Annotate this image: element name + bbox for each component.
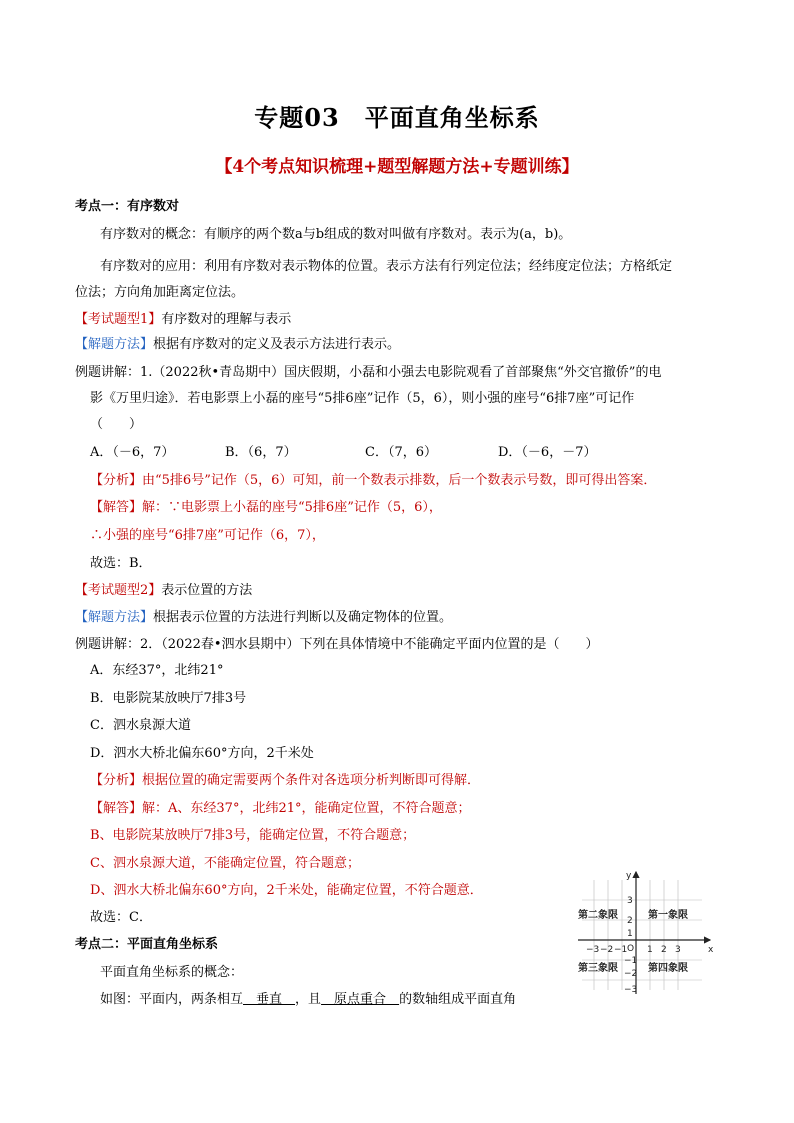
type2-analysis-text: 根据位置的确定需要两个条件对各选项分析判断即可得解． bbox=[142, 773, 481, 788]
type1-option-b: B．（6，7） bbox=[225, 445, 297, 460]
type1-question-line3: （ ） bbox=[90, 417, 143, 432]
type2-option-c: C．泗水泉源大道 bbox=[90, 718, 191, 733]
type2-method-row bbox=[75, 609, 452, 627]
type2-question-line1: 例题讲解：2．（2022春•泗水县期中）下列在具体情境中不能确定平面内位置的是（ ） bbox=[75, 637, 599, 652]
kp1-heading: 考点一：有序数对 bbox=[75, 199, 180, 214]
type2-option-d: D．泗水大桥北偏东60°方向，2千米处 bbox=[90, 746, 314, 761]
type1-answer-tag: 【解答】 bbox=[90, 500, 143, 515]
type1-row bbox=[75, 311, 291, 329]
type1-answer-line2: ∴小强的座号“6排7座”可记作（6，7）， bbox=[90, 528, 325, 543]
y-axis-label: y bbox=[626, 871, 632, 881]
type2-answer-line2: B、电影院某放映厅7排3号，能确定位置，不符合题意； bbox=[90, 828, 416, 843]
kp2-fig-pre: 如图：平面内，两条相互 bbox=[100, 992, 244, 1007]
kp1-application-line1: 有序数对的应用：利用有序数对表示物体的位置。表示方法有行列定位法；经纬度定位法；方格纸定 bbox=[100, 259, 673, 274]
type2-analysis-row bbox=[90, 772, 480, 790]
y-tick: 2 bbox=[627, 916, 633, 926]
kp2-heading: 考点二：平面直角坐标系 bbox=[75, 937, 219, 952]
type2-option-b: B．电影院某放映厅7排3号 bbox=[90, 691, 247, 706]
type2-answer-line3: C、泗水泉源大道，不能确定位置，符合题意； bbox=[90, 856, 360, 871]
quadrant-2-label: 第二象限 bbox=[578, 910, 618, 921]
kp1-application-line2: 位法；方向角加距离定位法。 bbox=[75, 285, 245, 300]
y-tick: −3 bbox=[624, 985, 638, 995]
type2-method-text: 根据表示位置的方法进行判断以及确定物体的位置。 bbox=[153, 610, 453, 625]
x-tick: 3 bbox=[675, 945, 681, 955]
type2-answer-tag: 【解答】 bbox=[90, 801, 143, 816]
type1-text: 有序数对的理解与表示 bbox=[161, 312, 292, 327]
kp2-concept: 平面直角坐标系的概念： bbox=[100, 965, 244, 980]
kp2-blank-perpendicular: 垂直 bbox=[243, 992, 296, 1007]
x-axis-label: x bbox=[708, 945, 714, 955]
page-subtitle: 【4个考点知识梳理+题型解题方法+专题训练】 bbox=[215, 157, 579, 177]
origin-label: O bbox=[627, 944, 635, 954]
type2-row bbox=[75, 582, 252, 600]
type1-option-c: C．（7，6） bbox=[365, 445, 437, 460]
quadrant-4-label: 第四象限 bbox=[648, 963, 688, 974]
kp1-concept: 有序数对的概念：有顺序的两个数a与b组成的数对叫做有序数对。表示为(a，b)。 bbox=[100, 227, 572, 242]
type1-answer-row bbox=[90, 499, 442, 517]
type2-choose: 故选：C． bbox=[90, 910, 152, 925]
y-tick: −1 bbox=[624, 956, 638, 966]
type2-answer-line1: 解：A、东经37°，北纬21°，能确定位置，不符合题意； bbox=[142, 801, 471, 816]
type1-analysis-text: 由“5排6号”记作（5，6）可知，前一个数表示排数，后一个数表示号数，即可得出答案． bbox=[142, 473, 657, 488]
type1-analysis-row bbox=[90, 472, 656, 490]
type2-option-a: A．东经37°，北纬21° bbox=[90, 663, 224, 678]
type1-answer-line1: 解：∵电影票上小磊的座号“5排6座”记作（5，6）， bbox=[142, 500, 442, 515]
type1-tag: 【考试题型1】 bbox=[75, 312, 162, 327]
type2-analysis-tag: 【分析】 bbox=[90, 773, 143, 788]
x-tick: −1 bbox=[614, 945, 628, 955]
type1-option-a: A．（－6，7） bbox=[90, 445, 175, 460]
type1-method-row bbox=[75, 336, 400, 354]
x-tick: 2 bbox=[661, 945, 667, 955]
type1-option-d: D．（－6，－7） bbox=[498, 445, 597, 460]
x-tick: −3 bbox=[586, 945, 600, 955]
x-tick: −2 bbox=[600, 945, 614, 955]
type2-answer-row bbox=[90, 800, 471, 818]
y-tick: 1 bbox=[627, 929, 633, 939]
y-tick: 3 bbox=[627, 896, 633, 906]
type2-answer-line4: D、泗水大桥北偏东60°方向，2千米处，能确定位置，不符合题意． bbox=[90, 883, 483, 898]
type1-method-tag: 【解题方法】 bbox=[75, 337, 154, 352]
type1-choose: 故选：B． bbox=[90, 556, 152, 571]
kp2-fig-mid: ，且 bbox=[295, 992, 322, 1007]
type2-method-tag: 【解题方法】 bbox=[75, 610, 154, 625]
x-tick: 1 bbox=[647, 945, 653, 955]
coordinate-plane-figure bbox=[572, 868, 718, 998]
quadrant-3-label: 第三象限 bbox=[578, 963, 618, 974]
quadrant-1-label: 第一象限 bbox=[648, 910, 688, 921]
page-title: 专题03 平面直角坐标系 bbox=[254, 103, 540, 132]
type1-question-line2: 影《万里归途》．若电影票上小磊的座号“5排6座”记作（5，6），则小强的座号“6排7座”可记作 bbox=[90, 391, 635, 406]
type2-tag: 【考试题型2】 bbox=[75, 583, 162, 598]
y-tick: −2 bbox=[624, 969, 638, 979]
type2-text: 表示位置的方法 bbox=[161, 583, 253, 598]
type1-question-line1: 例题讲解：1.（2022秋•青岛期中）国庆假期，小磊和小强去电影院观看了首部聚焦“外交官撤侨”的电 bbox=[75, 365, 662, 380]
kp2-fig-post: 的数轴组成平面直角 bbox=[399, 992, 517, 1007]
kp2-blank-origin: 原点重合 bbox=[321, 992, 400, 1007]
kp2-figure-sentence bbox=[100, 991, 516, 1009]
type1-method-text: 根据有序数对的定义及表示方法进行表示。 bbox=[153, 337, 401, 352]
type1-analysis-tag: 【分析】 bbox=[90, 473, 143, 488]
